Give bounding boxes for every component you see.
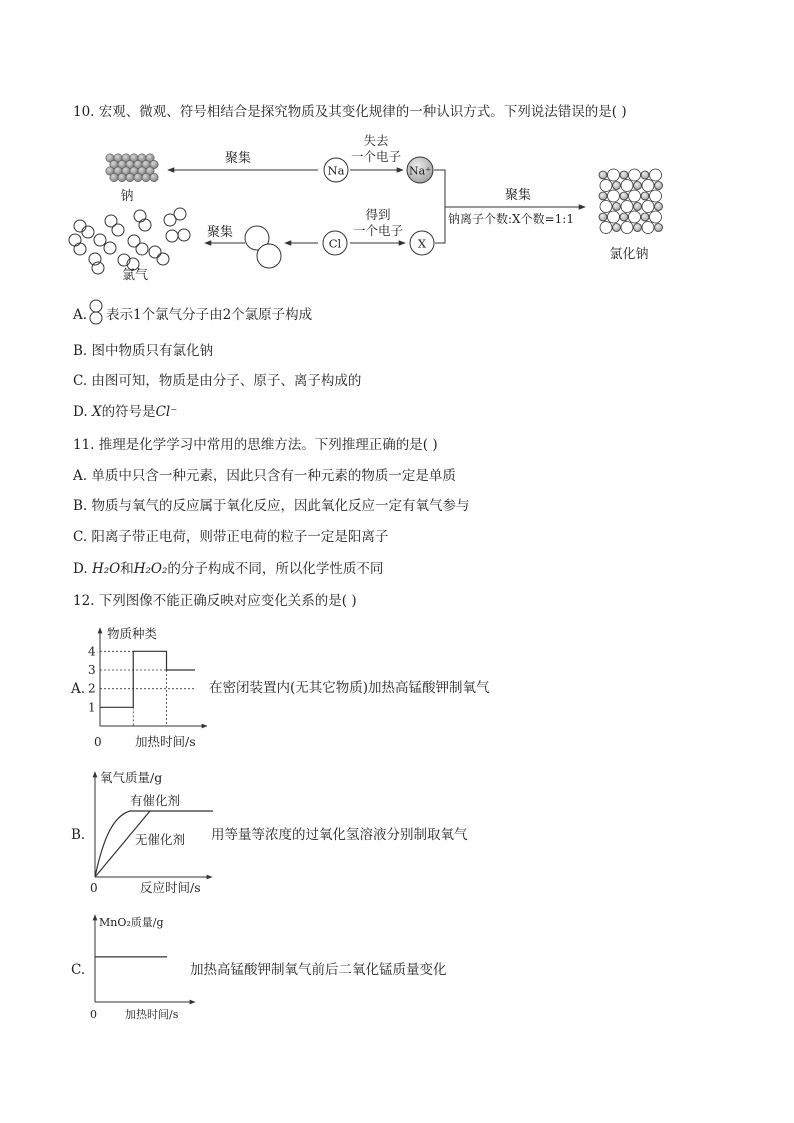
gather-label-chlorine: 聚集: [206, 225, 234, 240]
gain-label-bottom: 一个电子: [352, 223, 404, 238]
cl2-molecule-small-icon: [88, 298, 104, 328]
chlorine-gas-icon: [69, 208, 190, 274]
graph-a-ytick-4: 4: [88, 644, 96, 659]
q11-h2o: H₂O: [91, 561, 121, 577]
graph-a-origin: 0: [94, 735, 102, 749]
q12-option-b-desc: 用等量等浓度的过氧化氢溶液分别制取氧气: [211, 827, 468, 843]
lose-label-bottom: 一个电子: [350, 149, 402, 164]
x-ion-label: X: [417, 236, 427, 251]
chlorine-gas-label: 氯气: [121, 268, 149, 283]
graph-a-ytick-3: 3: [88, 663, 96, 677]
gather-label-sodium: 聚集: [224, 151, 252, 166]
graph-c-ylabel: MnO₂质量/g: [99, 916, 164, 929]
na-atom-label: Na: [327, 163, 345, 178]
q12-graph-b: [85, 764, 215, 896]
q10-diagram: [60, 128, 680, 288]
q11-option-d-prefix: D.: [73, 561, 88, 577]
q12-option-a-label: A.: [71, 681, 86, 697]
cl-atom-label: Cl: [328, 236, 342, 251]
q11-and: 和: [120, 561, 134, 577]
q12-graph-a: [85, 622, 210, 750]
q10-option-c: C. 由图可知，物质是由分子、原子、离子构成的: [73, 373, 362, 389]
graph-a-xlabel: 加热时间/s: [135, 734, 196, 749]
q10-option-a-text: 表示1个氯气分子由2个氯原子构成: [106, 307, 313, 323]
q12-option-c-label: C.: [71, 962, 86, 978]
q10-option-d: [73, 403, 177, 421]
q11-option-a: A. 单质中只含一种元素，因此只含有一种元素的物质一定是单质: [73, 468, 456, 484]
q11-stem: 11. 推理是化学学习中常用的思维方法。下列推理正确的是( ): [73, 437, 438, 453]
gather-label-nacl: 聚集: [504, 188, 532, 203]
q10-option-d-val: Cl⁻: [155, 404, 178, 420]
q12-option-a-desc: 在密闭装置内(无其它物质)加热高锰酸钾制氧气: [209, 680, 490, 696]
graph-a-series-line: [100, 651, 195, 707]
lose-label-top: 失去: [363, 133, 389, 148]
graph-c-origin: 0: [90, 1008, 97, 1021]
graph-b-series-no-catalyst-label: 无催化剂: [135, 832, 186, 847]
graph-a-ytick-2: 2: [88, 681, 96, 696]
q10-option-a-prefix: A.: [73, 307, 88, 323]
q12-stem: 12. 下列图像不能正确反映对应变化关系的是( ): [73, 593, 357, 609]
q12-option-c-desc: 加热高锰酸钾制氧气前后二氧化锰质量变化: [190, 962, 447, 978]
na-ion-label: Na⁺: [409, 164, 431, 178]
graph-a-ylabel: 物质种类: [107, 626, 158, 641]
q11-rest: 的分子构成不同，所以化学性质不同: [167, 561, 384, 577]
graph-b-ylabel: 氧气质量/g: [100, 770, 163, 785]
graph-b-origin: 0: [90, 881, 98, 895]
q10-option-b: B. 图中物质只有氯化钠: [73, 343, 214, 359]
graph-b-xlabel: 反应时间/s: [140, 880, 201, 895]
q10-option-d-var: X: [91, 404, 102, 420]
graph-c-xlabel: 加热时间/s: [125, 1008, 179, 1021]
sodium-lattice-icon: [106, 154, 158, 182]
sodium-label: 钠: [120, 189, 134, 204]
q11-option-d: [73, 560, 383, 578]
q11-h2o2: H₂O₂: [133, 561, 168, 577]
q10-option-d-mid: 的符号是: [101, 404, 156, 420]
graph-b-series-catalyst-label: 有催化剂: [130, 793, 181, 808]
q12-graph-c: [85, 910, 200, 1025]
q11-option-c: C. 阳离子带正电荷，则带正电荷的粒子一定是阳离子: [73, 529, 389, 545]
gain-label-top: 得到: [365, 207, 391, 222]
q10-option-a: [73, 306, 87, 324]
q10-option-d-prefix: D.: [73, 404, 88, 420]
q10-stem: 10. 宏观、微观、符号相结合是探究物质及其变化规律的一种认识方式。下列说法错误的是( ): [73, 104, 627, 120]
graph-a-ytick-1: 1: [88, 700, 96, 715]
merge-bracket: [434, 170, 445, 243]
q12-option-b-label: B.: [71, 827, 86, 843]
nacl-crystal-icon: [599, 169, 663, 234]
ratio-label: 钠离子个数:X个数=1:1: [448, 212, 574, 226]
nacl-label: 氯化钠: [609, 247, 649, 262]
q11-option-b: B. 物质与氧气的反应属于氧化反应，因此氧化反应一定有氧气参与: [73, 498, 470, 514]
